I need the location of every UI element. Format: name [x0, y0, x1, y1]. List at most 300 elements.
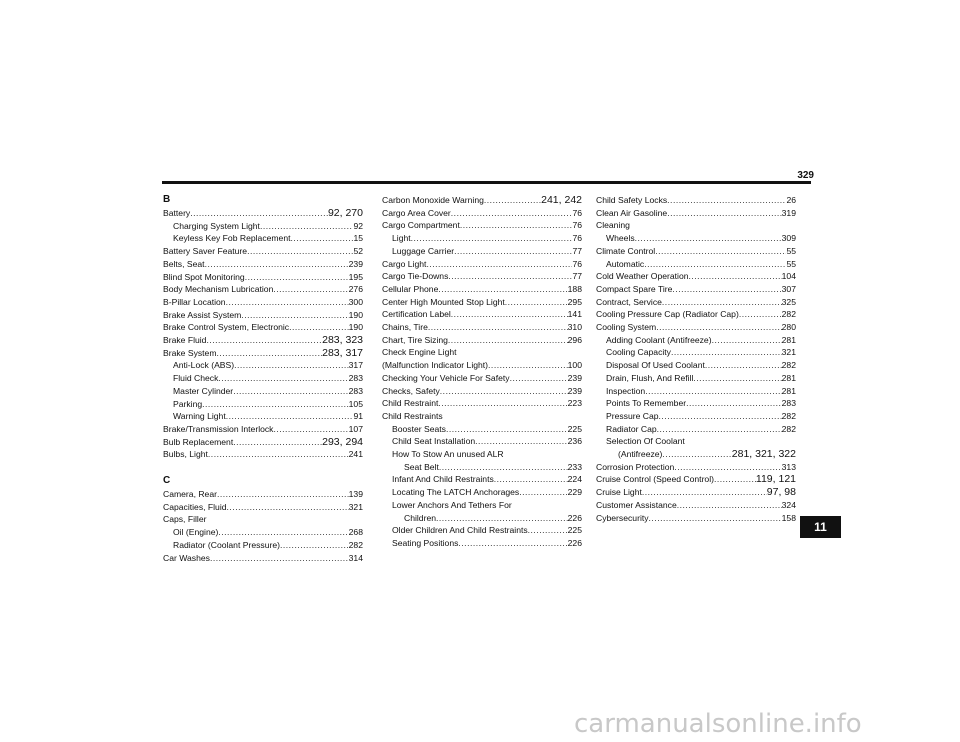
entry-label: Inspection — [606, 385, 646, 396]
section-letter: B — [163, 194, 171, 205]
dot-leader — [217, 347, 323, 360]
entry-page: 225 — [567, 423, 582, 434]
entry-page: 268 — [348, 527, 363, 538]
entry-page: 280 — [781, 322, 796, 333]
index-entry — [163, 398, 363, 411]
index-entry — [163, 245, 363, 258]
entry-label: Charging System Light — [173, 220, 260, 231]
entry-page: 281 — [781, 372, 796, 383]
entry-page: 76 — [572, 233, 582, 244]
index-entry — [382, 258, 582, 271]
index-entry — [596, 346, 796, 359]
entry-label: Compact Spare Tire — [596, 283, 673, 294]
entry-page: 97, 98 — [766, 486, 796, 499]
index-entry — [382, 207, 582, 220]
index-entry — [596, 258, 796, 271]
entry-label: Belts, Seat — [163, 258, 205, 269]
entry-page: 282 — [348, 539, 363, 550]
entry-label: Radiator (Coolant Pressure) — [173, 539, 280, 550]
dot-leader — [273, 283, 348, 296]
entry-label: Corrosion Protection — [596, 461, 675, 472]
entry-page: 239 — [567, 372, 582, 383]
dot-leader — [454, 245, 572, 258]
index-entry — [596, 473, 796, 486]
dot-leader — [241, 309, 348, 322]
index-entry — [382, 194, 582, 207]
dot-leader — [260, 220, 354, 233]
index-entry — [382, 321, 582, 334]
entry-label: Cooling System — [596, 322, 657, 333]
entry-page: 190 — [348, 322, 363, 333]
entry-label: Blind Spot Monitoring — [163, 271, 245, 282]
entry-label: B-Pillar Location — [163, 296, 226, 307]
entry-label: Checks, Safety — [382, 385, 440, 396]
entry-page: 319 — [781, 207, 796, 218]
entry-label: Body Mechanism Lubrication — [163, 284, 274, 295]
index-entry — [596, 372, 796, 385]
entry-label: Chart, Tire Sizing — [382, 334, 448, 345]
entry-page: 119, 121 — [755, 473, 796, 486]
dot-leader — [475, 435, 568, 448]
index-heading: Lower Anchors And Tethers For — [392, 499, 512, 510]
entry-label: Bulbs, Light — [163, 449, 208, 460]
index-entry — [382, 423, 582, 436]
entry-page: 293, 294 — [322, 435, 363, 448]
entry-page: 282 — [781, 410, 796, 421]
index-entry — [163, 347, 363, 360]
index-entry — [596, 423, 796, 436]
dot-leader — [484, 194, 541, 207]
entry-page: 223 — [567, 398, 582, 409]
entry-label: Car Washes — [163, 552, 210, 563]
dot-leader — [451, 308, 568, 321]
entry-page: 281 — [781, 385, 796, 396]
entry-page: 283 — [348, 385, 363, 396]
index-heading: How To Stow An unused ALR — [392, 449, 504, 460]
entry-page: 92, 270 — [327, 207, 363, 219]
entry-page: 107 — [348, 423, 363, 434]
index-entry — [596, 486, 796, 499]
entry-label: Cargo Light — [382, 258, 427, 269]
dot-leader — [436, 512, 568, 525]
entry-page: 229 — [567, 487, 582, 498]
index-entry — [382, 270, 582, 283]
index-entry — [163, 309, 363, 322]
entry-label: Camera, Rear — [163, 489, 217, 500]
entry-page: 100 — [567, 360, 582, 371]
entry-page: 224 — [567, 474, 582, 485]
entry-label: Anti-Lock (ABS) — [173, 360, 235, 371]
entry-page: 77 — [572, 245, 582, 256]
entry-page: 92 — [353, 220, 363, 231]
dot-leader — [208, 448, 349, 461]
watermark: carmanualsonline.info — [574, 709, 862, 739]
entry-label: Customer Assistance — [596, 499, 677, 510]
index-entry — [163, 321, 363, 334]
entry-label: Locating The LATCH Anchorages — [392, 487, 520, 498]
entry-page: 76 — [572, 258, 582, 269]
entry-page: 158 — [781, 512, 796, 523]
entry-page: 282 — [781, 309, 796, 320]
entry-label: Points To Remember — [606, 398, 687, 409]
index-entry — [596, 283, 796, 296]
entry-label: (Antifreeze) — [618, 449, 663, 460]
dot-leader — [677, 499, 782, 512]
index-entry — [382, 334, 582, 347]
dot-leader — [273, 423, 348, 436]
index-entry — [596, 321, 796, 334]
dot-leader — [667, 194, 786, 207]
dot-leader — [657, 423, 782, 436]
entry-page: 314 — [348, 552, 363, 563]
entry-label: Brake Control System, Electronic — [163, 322, 290, 333]
index-entry — [382, 283, 582, 296]
index-heading: Child Restraints — [382, 410, 443, 421]
index-entry — [596, 270, 796, 283]
index-entry — [163, 207, 363, 220]
dot-leader — [233, 436, 322, 449]
entry-page: 300 — [348, 296, 363, 307]
entry-page: 241, 242 — [541, 194, 582, 206]
entry-page: 76 — [572, 220, 582, 231]
entry-label: Booster Seats — [392, 423, 446, 434]
index-entry — [382, 232, 582, 245]
entry-page: 77 — [572, 271, 582, 282]
dot-leader — [655, 245, 786, 258]
dot-leader — [689, 270, 782, 283]
entry-label: Automatic — [606, 258, 645, 269]
entry-label: Seat Belt — [404, 461, 439, 472]
dot-leader — [458, 537, 567, 550]
index-entry — [163, 385, 363, 398]
entry-label: Brake Fluid — [163, 335, 207, 346]
entry-label: Cruise Light — [596, 487, 642, 498]
dot-leader — [206, 334, 322, 347]
entry-page: 15 — [353, 233, 363, 244]
entry-label: Seating Positions — [392, 537, 459, 548]
page-number: 329 — [797, 170, 814, 181]
entry-label: Disposal Of Used Coolant — [606, 360, 705, 371]
entry-page: 283 — [348, 373, 363, 384]
dot-leader — [234, 359, 349, 372]
dot-leader — [438, 397, 567, 410]
index-entry — [163, 539, 363, 552]
entry-page: 91 — [353, 411, 363, 422]
dot-leader — [217, 488, 349, 501]
index-entry — [382, 245, 582, 258]
index-entry — [163, 283, 363, 296]
dot-leader — [667, 207, 781, 220]
section-letter: C — [163, 475, 171, 487]
entry-page: 236 — [567, 436, 582, 447]
entry-label: Clean Air Gasoline — [596, 207, 668, 218]
entry-label: Capacities, Fluid — [163, 501, 227, 512]
entry-label: Adding Coolant (Antifreeze) — [606, 334, 712, 345]
index-entry — [382, 486, 582, 499]
dot-leader — [218, 526, 348, 539]
index-entry — [163, 436, 363, 449]
dot-leader — [202, 398, 349, 411]
dot-leader — [714, 473, 756, 486]
index-entry — [596, 385, 796, 398]
chapter-tab: 11 — [800, 516, 841, 538]
entry-label: Children — [404, 512, 437, 523]
entry-page: 190 — [348, 309, 363, 320]
entry-label: Battery Saver Feature — [163, 246, 248, 257]
dot-leader — [674, 461, 781, 474]
entry-page: 281 — [781, 334, 796, 345]
entry-label: Cybersecurity — [596, 512, 649, 523]
dot-leader — [446, 423, 568, 436]
index-entry — [163, 296, 363, 309]
dot-leader — [440, 385, 568, 398]
dot-leader — [218, 372, 348, 385]
index-entry — [382, 296, 582, 309]
entry-label: Cold Weather Operation — [596, 271, 689, 282]
dot-leader — [233, 385, 348, 398]
index-entry — [163, 488, 363, 501]
entry-page: 309 — [781, 233, 796, 244]
entry-label: Certification Label — [382, 309, 451, 320]
entry-label: Cargo Tie-Downs — [382, 271, 449, 282]
dot-leader — [510, 372, 568, 385]
dot-leader — [659, 410, 782, 423]
index-entry — [382, 473, 582, 486]
entry-page: 239 — [348, 258, 363, 269]
entry-label: Cellular Phone — [382, 283, 439, 294]
entry-label: Infant And Child Restraints — [392, 474, 494, 485]
entry-page: 324 — [781, 499, 796, 510]
dot-leader — [247, 245, 353, 258]
entry-page: 105 — [348, 398, 363, 409]
entry-page: 55 — [786, 245, 796, 256]
entry-page: 52 — [353, 246, 363, 257]
index-entry — [382, 385, 582, 398]
index-entry — [163, 410, 363, 423]
dot-leader — [460, 219, 573, 232]
index-entry — [163, 359, 363, 372]
index-entry — [596, 512, 796, 525]
entry-label: Cargo Compartment — [382, 220, 460, 231]
entry-page: 239 — [567, 385, 582, 396]
entry-page: 307 — [781, 283, 796, 294]
index-entry — [596, 245, 796, 258]
index-entry — [382, 219, 582, 232]
index-entry — [163, 232, 363, 245]
entry-label: Cooling Capacity — [606, 347, 671, 358]
dot-leader — [280, 539, 349, 552]
index-entry — [596, 499, 796, 512]
entry-label: Child Seat Installation — [392, 436, 476, 447]
index-entry — [596, 194, 796, 207]
entry-page: 296 — [567, 334, 582, 345]
dot-leader — [438, 283, 567, 296]
dot-leader — [642, 486, 767, 499]
entry-page: 325 — [781, 296, 796, 307]
entry-page: 76 — [572, 207, 582, 218]
index-heading: Cleaning — [596, 220, 630, 231]
entry-label: Contract, Service — [596, 296, 662, 307]
entry-label: Checking Your Vehicle For Safety — [382, 372, 510, 383]
index-column-2 — [382, 194, 582, 550]
index-entry — [596, 359, 796, 372]
dot-leader — [428, 321, 568, 334]
index-column-3 — [596, 194, 796, 524]
dot-leader — [448, 334, 568, 347]
entry-label: Cruise Control (Speed Control) — [596, 474, 714, 485]
dot-leader — [662, 296, 782, 309]
index-entry — [596, 410, 796, 423]
entry-label: Cooling Pressure Cap (Radiator Cap) — [596, 309, 739, 320]
index-entry — [382, 372, 582, 385]
index-entry — [163, 423, 363, 436]
entry-page: 139 — [348, 489, 363, 500]
dot-leader — [289, 321, 349, 334]
entry-page: 233 — [567, 461, 582, 472]
dot-leader — [671, 346, 782, 359]
entry-page: 141 — [567, 309, 582, 320]
index-entry — [163, 526, 363, 539]
entry-label: Pressure Cap — [606, 410, 659, 421]
dot-leader — [635, 232, 782, 245]
entry-page: 317 — [348, 360, 363, 371]
dot-leader — [488, 359, 568, 372]
entry-page: 241 — [348, 449, 363, 460]
index-column-1 — [163, 194, 363, 564]
entry-label: Light — [392, 233, 411, 244]
index-entry — [163, 552, 363, 565]
entry-label: Wheels — [606, 233, 635, 244]
dot-leader — [205, 258, 349, 271]
dot-leader — [411, 232, 573, 245]
entry-page: 282 — [781, 423, 796, 434]
index-entry — [596, 232, 796, 245]
index-entry — [382, 512, 582, 525]
dot-leader — [705, 359, 782, 372]
entry-label: Parking — [173, 398, 203, 409]
entry-page: 104 — [781, 271, 796, 282]
entry-page: 281, 321, 322 — [731, 448, 796, 461]
index-entry — [163, 501, 363, 514]
entry-label: Luggage Carrier — [392, 245, 455, 256]
index-entry — [382, 524, 582, 537]
dot-leader — [693, 372, 781, 385]
dot-leader — [448, 270, 572, 283]
dot-leader — [426, 258, 572, 271]
entry-label: Battery — [163, 208, 191, 218]
entry-page: 226 — [567, 512, 582, 523]
entry-page: 283, 323 — [322, 334, 363, 347]
entry-page: 55 — [786, 258, 796, 269]
index-entry — [596, 308, 796, 321]
index-entry — [596, 334, 796, 347]
index-entry — [382, 461, 582, 474]
dot-leader — [645, 385, 781, 398]
header-rule — [162, 181, 811, 184]
index-heading: Caps, Filler — [163, 514, 207, 525]
entry-label: Child Safety Locks — [596, 195, 668, 205]
entry-page: 26 — [786, 195, 796, 205]
dot-leader — [226, 410, 354, 423]
entry-label: Center High Mounted Stop Light — [382, 296, 505, 307]
entry-label: Drain, Flush, And Refill — [606, 372, 694, 383]
entry-page: 226 — [567, 537, 582, 548]
dot-leader — [519, 486, 567, 499]
entry-page: 282 — [781, 360, 796, 371]
dot-leader — [227, 501, 349, 514]
entry-label: Older Children And Child Restraints — [392, 525, 528, 536]
index-entry — [163, 334, 363, 347]
index-entry — [382, 359, 582, 372]
entry-label: Oil (Engine) — [173, 527, 219, 538]
index-entry — [163, 448, 363, 461]
entry-page: 321 — [781, 347, 796, 358]
entry-label: Chains, Tire — [382, 322, 428, 333]
index-entry — [382, 308, 582, 321]
entry-page: 225 — [567, 525, 582, 536]
dot-leader — [528, 524, 568, 537]
index-entry — [163, 271, 363, 284]
index-entry — [163, 372, 363, 385]
index-heading: Selection Of Coolant — [606, 436, 685, 447]
dot-leader — [291, 232, 354, 245]
dot-leader — [649, 512, 782, 525]
dot-leader — [439, 461, 568, 474]
index-entry — [596, 448, 796, 461]
entry-label: Brake Assist System — [163, 309, 242, 320]
dot-leader — [245, 271, 349, 284]
entry-label: Keyless Key Fob Replacement — [173, 233, 291, 244]
dot-leader — [226, 296, 349, 309]
dot-leader — [644, 258, 786, 271]
entry-page: 188 — [567, 283, 582, 294]
entry-label: Brake System — [163, 347, 217, 358]
section-gap — [163, 461, 363, 475]
index-entry — [596, 461, 796, 474]
entry-label: Child Restraint — [382, 398, 439, 409]
index-entry — [163, 220, 363, 233]
index-entry — [382, 397, 582, 410]
index-entry — [382, 435, 582, 448]
entry-label: Carbon Monoxide Warning — [382, 195, 484, 205]
entry-label: Warning Light — [173, 411, 226, 422]
entry-page: 310 — [567, 322, 582, 333]
entry-label: Fluid Check — [173, 373, 219, 384]
dot-leader — [451, 207, 573, 220]
dot-leader — [190, 207, 328, 220]
entry-label: Master Cylinder — [173, 385, 234, 396]
index-entry — [382, 537, 582, 550]
dot-leader — [672, 283, 781, 296]
index-entry — [163, 258, 363, 271]
entry-page: 283 — [781, 398, 796, 409]
index-entry — [596, 296, 796, 309]
entry-label: (Malfunction Indicator Light) — [382, 360, 489, 371]
index-entry — [596, 397, 796, 410]
dot-leader — [656, 321, 781, 334]
entry-label: Cargo Area Cover — [382, 207, 451, 218]
entry-page: 283, 317 — [322, 346, 363, 359]
entry-page: 321 — [348, 501, 363, 512]
dot-leader — [686, 397, 782, 410]
entry-label: Brake/Transmission Interlock — [163, 423, 274, 434]
entry-page: 195 — [348, 271, 363, 282]
entry-page: 276 — [348, 284, 363, 295]
entry-page: 295 — [567, 296, 582, 307]
dot-leader — [662, 448, 731, 461]
dot-leader — [739, 308, 782, 321]
dot-leader — [505, 296, 568, 309]
